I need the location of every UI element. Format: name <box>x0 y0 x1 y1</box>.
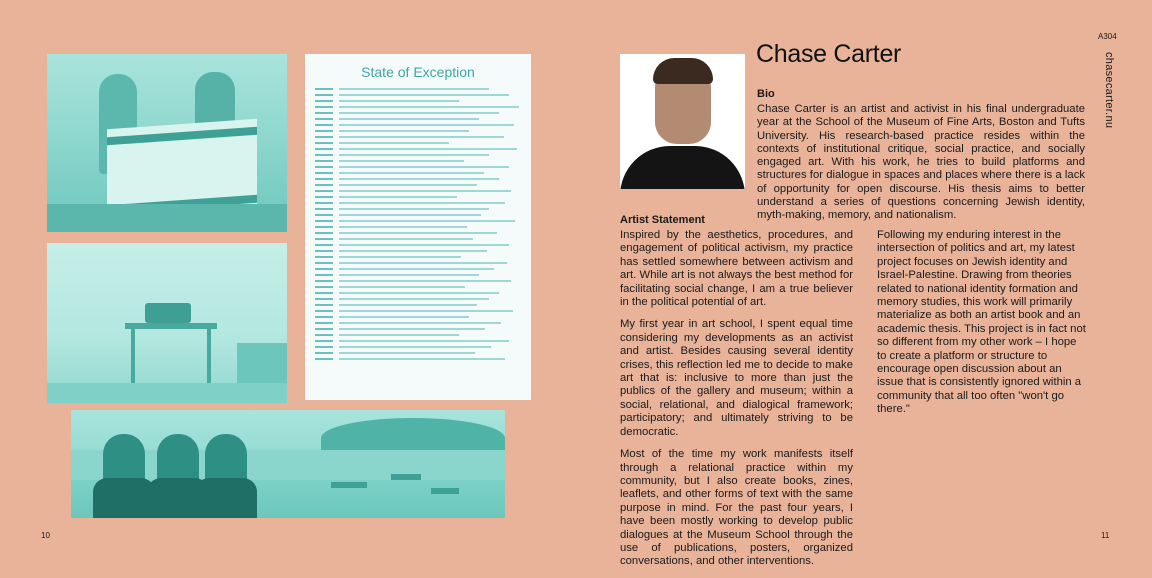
artist-statement-heading: Artist Statement <box>620 214 705 226</box>
desk-leg <box>131 329 135 389</box>
document-line-text <box>339 334 459 336</box>
document-line-text <box>339 286 465 288</box>
document-line-text <box>339 238 473 240</box>
document-text-line <box>315 214 521 216</box>
artist-statement-column-2 <box>877 229 1087 417</box>
document-line-year <box>315 286 333 288</box>
desk <box>125 323 217 329</box>
document-text-line <box>315 178 521 180</box>
document-line-year <box>315 148 333 150</box>
document-line-year <box>315 322 333 324</box>
typewriter <box>145 303 191 323</box>
document-line-text <box>339 154 489 156</box>
document-line-year <box>315 280 333 282</box>
document-line-text <box>339 172 484 174</box>
document-line-year <box>315 220 333 222</box>
document-line-year <box>315 250 333 252</box>
artist-name: Chase Carter <box>756 40 902 68</box>
statement-paragraph: Inspired by the aesthetics, procedures, and engagement of political activism, my practice has settled somewhere between activism and art. While art is not always the best method for facilitating social change, I am a true believer in the political potential of art. <box>620 229 853 309</box>
document-line-text <box>339 304 477 306</box>
document-text-line <box>315 292 521 294</box>
document-line-year <box>315 310 333 312</box>
document-line-text <box>339 136 504 138</box>
document-line-year <box>315 100 333 102</box>
website-link[interactable]: chasecarter.nu <box>1103 52 1115 129</box>
document-line-year <box>315 160 333 162</box>
document-line-year <box>315 136 333 138</box>
document-text-line <box>315 334 521 336</box>
document-line-text <box>339 148 517 150</box>
document-line-text <box>339 100 459 102</box>
document-text-line <box>315 190 521 192</box>
document-text-line <box>315 220 521 222</box>
document-line-text <box>339 262 507 264</box>
document-title: State of Exception <box>361 64 475 80</box>
document-line-year <box>315 142 333 144</box>
document-text-line <box>315 142 521 144</box>
document-text-line <box>315 88 521 90</box>
portrait-body <box>620 146 745 189</box>
document-line-year <box>315 340 333 342</box>
document-text-line <box>315 124 521 126</box>
document-line-text <box>339 142 449 144</box>
document-text-line <box>315 154 521 156</box>
document-line-year <box>315 124 333 126</box>
document-line-year <box>315 256 333 258</box>
document-line-year <box>315 358 333 360</box>
figure-suit <box>195 478 257 518</box>
document-text-line <box>315 238 521 240</box>
portrait-hair <box>653 58 713 84</box>
document-line-text <box>339 208 489 210</box>
photo-typewriter-room <box>47 243 287 403</box>
document-line-text <box>339 178 499 180</box>
document-line-year <box>315 334 333 336</box>
document-text-line <box>315 172 521 174</box>
page-number-right: 11 <box>1101 531 1110 540</box>
document-text-line <box>315 160 521 162</box>
document-text-line <box>315 130 521 132</box>
document-text-line <box>315 250 521 252</box>
document-text-line <box>315 310 521 312</box>
document-line-year <box>315 118 333 120</box>
document-text-line <box>315 148 521 150</box>
document-text-line <box>315 328 521 330</box>
document-line-year <box>315 190 333 192</box>
document-text-line <box>315 94 521 96</box>
document-text-line <box>315 340 521 342</box>
document-line-text <box>339 316 469 318</box>
document-line-text <box>339 256 461 258</box>
document-text-line <box>315 274 521 276</box>
document-line-text <box>339 220 515 222</box>
document-text-line <box>315 316 521 318</box>
document-line-year <box>315 178 333 180</box>
document-line-year <box>315 262 333 264</box>
document-line-year <box>315 238 333 240</box>
document-line-text <box>339 124 514 126</box>
bio-heading: Bio <box>757 88 775 100</box>
document-line-year <box>315 106 333 108</box>
document-line-text <box>339 310 513 312</box>
document-line-text <box>339 280 511 282</box>
document-line-year <box>315 226 333 228</box>
beach-chair <box>331 482 367 488</box>
document-line-year <box>315 316 333 318</box>
floor <box>47 383 287 403</box>
document-line-year <box>315 292 333 294</box>
document-line-text <box>339 352 475 354</box>
document-line-text <box>339 94 509 96</box>
document-line-text <box>339 106 519 108</box>
statement-paragraph: Most of the time my work manifests itself through a relational practice within my community, but I also create books, zines, leaflets, and other forms of text with the same purpose in mind. For the past four years, I have been mostly working to develop public dialogues at the Museum School through the use of publications, posters, organized conversations, and other interventions. <box>620 448 853 568</box>
document-text-line <box>315 322 521 324</box>
document-line-year <box>315 232 333 234</box>
document-line-year <box>315 88 333 90</box>
document-text-line <box>315 106 521 108</box>
document-line-text <box>339 232 497 234</box>
document-text-line <box>315 196 521 198</box>
document-line-year <box>315 214 333 216</box>
document-line-text <box>339 214 481 216</box>
document-line-year <box>315 352 333 354</box>
document-text-line <box>315 136 521 138</box>
document-line-year <box>315 202 333 204</box>
document-line-year <box>315 196 333 198</box>
document-line-year <box>315 112 333 114</box>
document-line-text <box>339 244 509 246</box>
document-line-text <box>339 166 509 168</box>
document-line-year <box>315 130 333 132</box>
desk-leg <box>207 329 211 389</box>
statement-paragraph: My first year in art school, I spent equal time considering my developments as an activist and artist. Besides causing several identity crises, this reflection led me to decide to make art that is: inclusive to more than just the publics of the gallery and museum; within a social, relational, and dialogical framework; participatory; and ultimately striving to be democratic. <box>620 318 853 438</box>
artist-statement-column-1 <box>620 229 853 578</box>
document-line-year <box>315 184 333 186</box>
document-line-text <box>339 196 457 198</box>
photo-beach-figures <box>71 410 505 518</box>
document-line-text <box>339 118 479 120</box>
document-text-lines <box>315 88 521 364</box>
document-text-line <box>315 112 521 114</box>
document-text-line <box>315 184 521 186</box>
beach-chair <box>431 488 459 494</box>
document-line-year <box>315 268 333 270</box>
document-text-line <box>315 232 521 234</box>
document-line-text <box>339 190 511 192</box>
document-text-line <box>315 226 521 228</box>
document-text-line <box>315 256 521 258</box>
document-text-line <box>315 286 521 288</box>
document-line-text <box>339 328 485 330</box>
document-text-line <box>315 346 521 348</box>
document-line-year <box>315 208 333 210</box>
document-line-year <box>315 244 333 246</box>
document-text-line <box>315 268 521 270</box>
document-line-text <box>339 184 477 186</box>
document-line-year <box>315 346 333 348</box>
document-line-text <box>339 202 505 204</box>
document-text-line <box>315 202 521 204</box>
document-text-line <box>315 100 521 102</box>
document-text-line <box>315 352 521 354</box>
document-line-text <box>339 298 489 300</box>
document-line-year <box>315 154 333 156</box>
document-line-text <box>339 112 499 114</box>
document-text-line <box>315 298 521 300</box>
document-line-text <box>339 346 491 348</box>
document-line-text <box>339 226 467 228</box>
document-line-year <box>315 166 333 168</box>
document-line-text <box>339 358 505 360</box>
document-line-year <box>315 298 333 300</box>
document-line-text <box>339 268 494 270</box>
document-line-text <box>339 130 469 132</box>
figure-suit <box>93 478 155 518</box>
document-text-line <box>315 280 521 282</box>
document-line-text <box>339 88 489 90</box>
document-line-text <box>339 250 487 252</box>
document-text-line <box>315 358 521 360</box>
bio-text: Chase Carter is an artist and activist in his final undergraduate year at the School of the Museum of Fine Arts, Boston and Tufts University. His research-based practice resides within the contexts of institutional critique, social practice, and socially engaged art. With his work, he tries to build platforms and structures for dialogue in spaces and places where there is a lack of opportunity for open discourse. His thesis aims to better understand a series of questions concerning Jewish identity, myth-making, memory, and nationalism. <box>757 103 1085 222</box>
ground <box>47 204 287 232</box>
document-line-text <box>339 340 509 342</box>
document-text-line <box>315 208 521 210</box>
page-number-left: 10 <box>41 531 50 540</box>
beach-chair <box>391 474 421 480</box>
document-text-line <box>315 118 521 120</box>
document-line-text <box>339 160 464 162</box>
document-line-year <box>315 94 333 96</box>
document-line-year <box>315 274 333 276</box>
document-text-line <box>315 244 521 246</box>
document-text-line <box>315 166 521 168</box>
portrait-photo <box>620 54 745 189</box>
document-text-line <box>315 304 521 306</box>
document-text-line <box>315 262 521 264</box>
statement-paragraph: Following my enduring interest in the intersection of politics and art, my latest project focuses on Jewish identity and Israel-Palestine. Drawing from theories related to national identity formation and memory studies, this work will primarily materialize as both an artist book and an academic thesis. This project is in fact not so different from my other work – I hope to create a platform or structure to encourage open discussion about an issue that is consistently ignored within a community that all too often "won't go there." <box>877 229 1086 416</box>
course-code: A304 <box>1098 32 1117 41</box>
document-line-text <box>339 322 501 324</box>
document-line-year <box>315 172 333 174</box>
photo-flag-holders <box>47 54 287 232</box>
document-line-year <box>315 328 333 330</box>
document-line-year <box>315 304 333 306</box>
document-line-text <box>339 292 499 294</box>
document-state-of-exception <box>305 54 531 400</box>
document-line-text <box>339 274 479 276</box>
